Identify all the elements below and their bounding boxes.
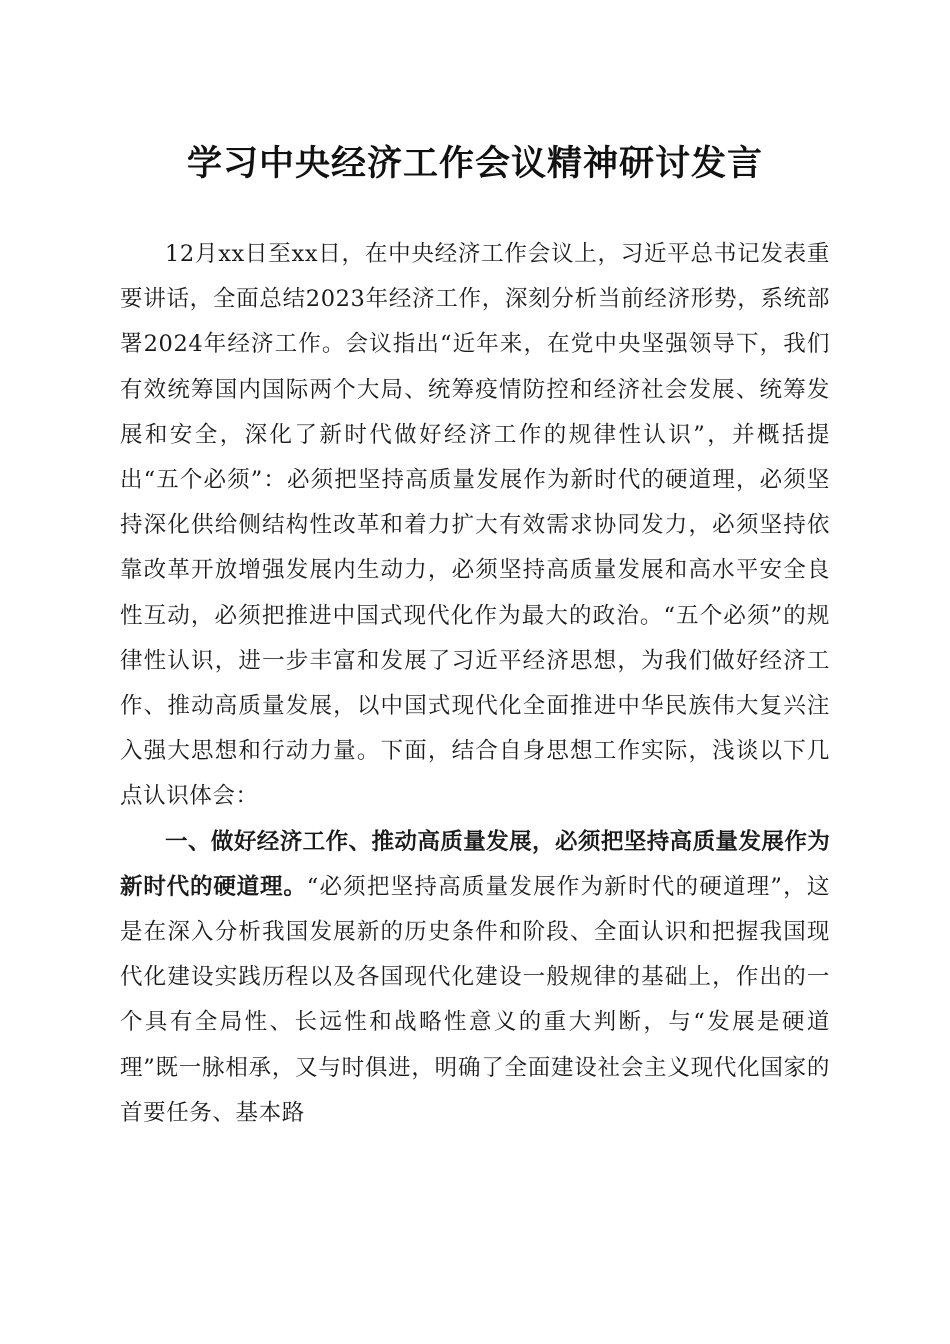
section-1-paragraph	[120, 820, 830, 1136]
intro-paragraph: 12月xx日至xx日，在中央经济工作会议上，习近平总书记发表重要讲话，全面总结2023年经济工作，深刻分析当前经济形势，系统部署2024年经济工作。会议指出“近年来，在党中央坚强领导下，我们有效统筹国内国际两个大局、统筹疫情防控和经济社会发展、统筹发展和安全，深化了新时代做好经济工作的规律性认识”，并概括提出“五个必须”：必须把坚持高质量发展作为新时代的硬道理，必须坚持深化供给侧结构性改革和着力扩大有效需求协同发力，必须坚持依靠改革开放增强发展内生动力，必须坚持高质量发展和高水平安全良性互动，必须把推进中国式现代化作为最大的政治。“五个必须”的规律性认识，进一步丰富和发展了习近平经济思想，为我们做好经济工作、推动高质量发展，以中国式现代化全面推进中华民族伟大复兴注入强大思想和行动力量。下面，结合自身思想工作实际，浅谈以下几点认识体会：	[120, 241, 830, 810]
section-1-heading: 一、做好经济工作、推动高质量发展，必须把坚持高质量发展作为新时代的硬道理。	[120, 828, 830, 900]
document-title: 学习中央经济工作会议精神研讨发言	[186, 144, 763, 184]
document-body	[120, 232, 830, 1136]
section-1-text: “必须把坚持高质量发展作为新时代的硬道理”，这是在深入分析我国发展新的历史条件和阶段、全面认识和把握我国现代化建设实践历程以及各国现代化建设一般规律的基础上，作出的一个具有全局性、长远性和战略性意义的重大判断，与“发展是硬道理”既一脉相承，又与时俱进，明确了全面建设社会主义现代化国家的首要任务、基本路	[120, 873, 830, 1126]
